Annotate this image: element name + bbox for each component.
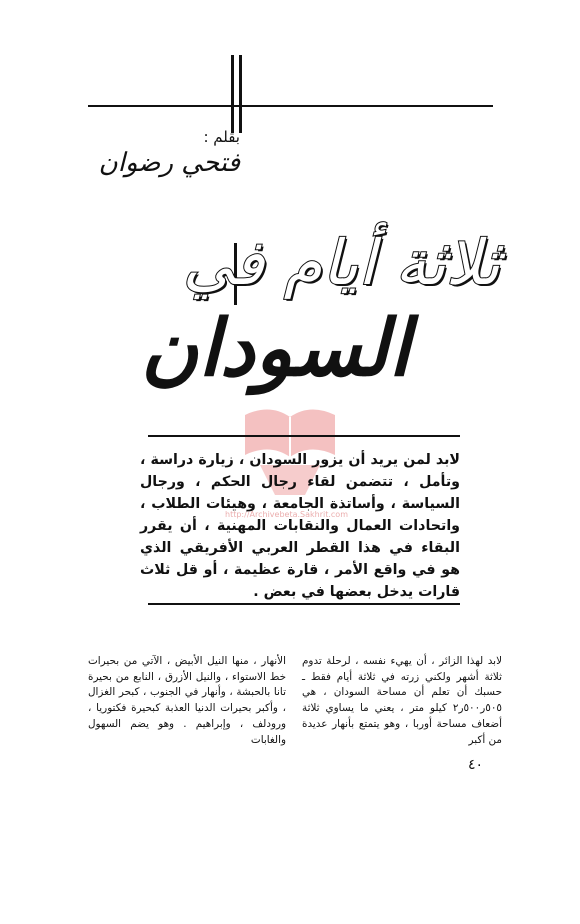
top-horizontal-rule [88,105,493,107]
body-column-right: لابد لهذا الزائر ، أن يهيء نفسه ، لرحلة تدوم ثلاثة أشهر ولكني زرته في ثلاثة أيام فقط ـ حسبك أن تعلم أن مساحة السودان ، هي ٥٠٥ر٥٠٠ر٢ كيلو متر ، يعني ما يساوي ثلاثة أضعاف مساحة أوربا ، وهو يتمتع بأنهار عديدة من أكبر [302,655,502,746]
author-name: فتحي رضوان [98,148,240,178]
watermark-url: http://Archivebeta.Sakhrit.com [225,510,348,519]
page-number: ٤٠ [468,757,484,773]
title-line-2: السودان [140,304,410,394]
lead-top-rule [148,435,460,437]
title-line-1: ثلاثة أيام في [182,226,500,299]
lead-bottom-rule [148,603,460,605]
vertical-rule-right [239,55,242,133]
lead-paragraph: لابد لمن يريد أن يزور السودان ، زيارة دراسة ، وتأمل ، تتضمن لقاء رجال الحكم ، ورجال السياسة ، وأساتذة الجامعة ، وهيئات الطلاب ، واتحادات العمال والنقابات المهنية ، أن يقرر البقاء في هذا القطر العربي الأفريقي الذي هو في واقع الأمر ، قارة عظيمة ، أو قل ثلاث قارات يدخل بعضها في بعض . [140,452,460,600]
byline-label: بقلم : [203,128,240,146]
body-column-left: الأنهار ، منها النيل الأبيض ، الآتي من بحيرات خط الاستواء ، والنيل الأزرق ، النابع من بحيرة تانا بالحبشة ، وأنهار في الجنوب ، كبحر الغزال ، وأكبر بحيرات الدنيا العذبة كبحيرة فكتوريا ، ورودلف ، وإبراهيم . وهو يضم السهول والغابات [88,655,286,746]
vertical-rule-left [231,55,234,133]
